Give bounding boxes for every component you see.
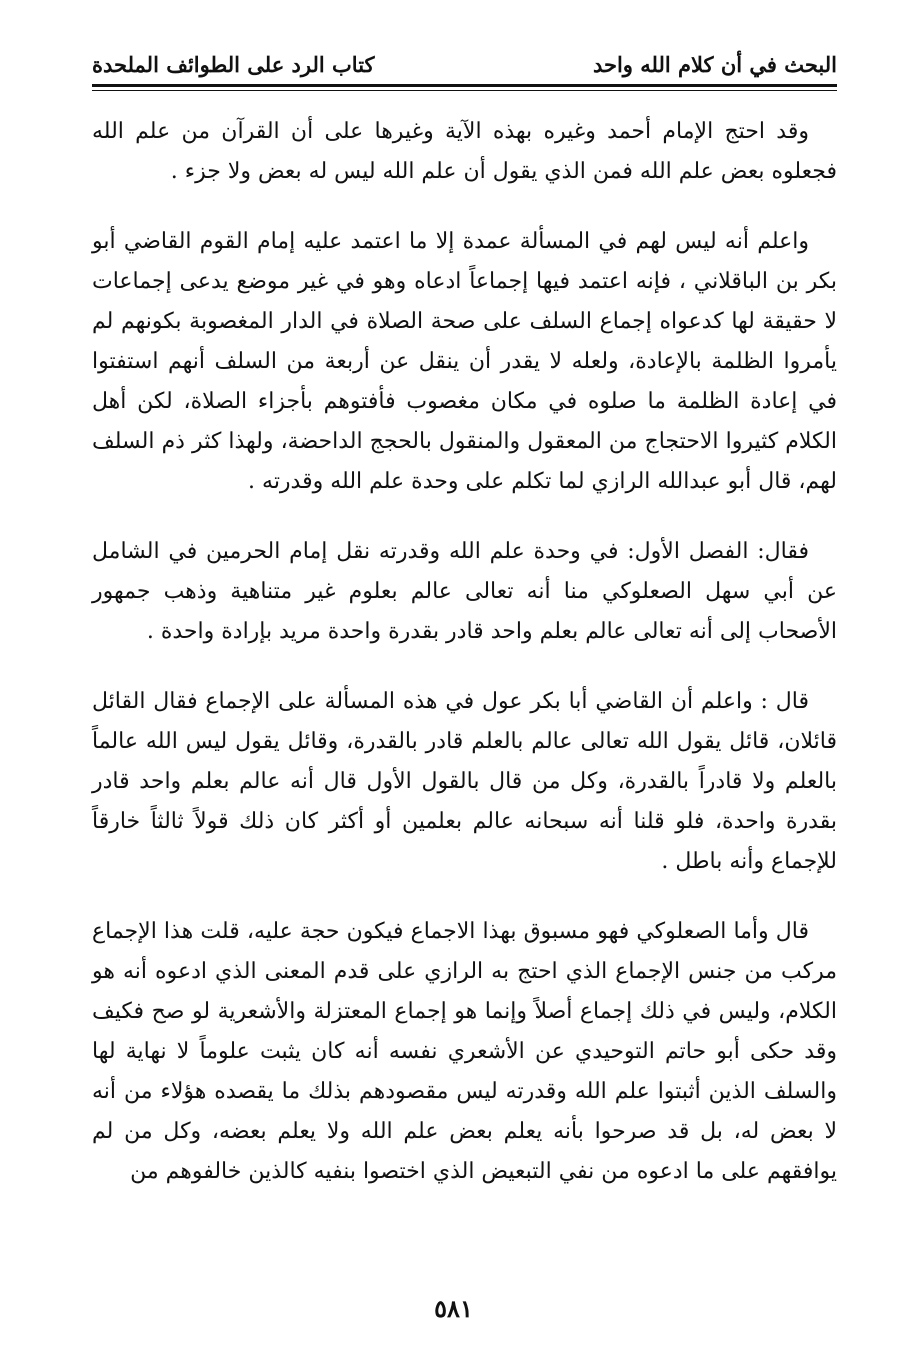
header-book-title: كتاب الرد على الطوائف الملحدة bbox=[92, 51, 375, 77]
paragraph: قال : واعلم أن القاضي أبا بكر عول في هذه المسألة على الإجماع فقال القائل قائلان، قائل يقول الله تعالى عالم بالعلم قادر بالقدرة، وقائل يقول ليس الله عالماً بالعلم ولا قادراً بالقدرة، وكل من قال بالقول الأول قال أنه عالم بعلم واحد قادر بقدرة واحدة، فلو قلنا أنه سبحانه عالم بعلمين أو أكثر كان ذلك قولاً ثالثاً خارقاً للإجماع وأنه باطل . bbox=[92, 689, 837, 874]
page-body bbox=[92, 112, 837, 1192]
page-header bbox=[92, 46, 837, 82]
header-rule-thin bbox=[92, 90, 837, 91]
paragraph: فقال: الفصل الأول: في وحدة علم الله وقدرته نقل إمام الحرمين في الشامل عن أبي سهل الصعلوكي منا أنه تعالى عالم بعلوم غير متناهية وذهب جمهور الأصحاب إلى أنه تعالى عالم بعلم واحد قادر بقدرة واحدة مريد بإرادة واحدة . bbox=[92, 539, 837, 644]
header-rule-thick bbox=[92, 84, 837, 87]
paragraph: قال وأما الصعلوكي فهو مسبوق بهذا الاجماع فيكون حجة عليه، قلت هذا الإجماع مركب من جنس الإجماع الذي احتج به الرازي على قدم المعنى الذي ادعوه أنه هو الكلام، وليس في ذلك إجماع أصلاً وإنما هو إجماع المعتزلة والأشعرية لو صح فكيف وقد حكى أبو حاتم التوحيدي عن الأشعري نفسه أنه كان يثبت علوماً لا نهاية لها والسلف الذين أثبتوا علم الله وقدرته ليس مقصودهم بذلك ما يقصده هؤلاء من أنه لا بعض له، بل قد صرحوا بأنه يعلم بعض علم الله ولا يعلم بعضه، وكل من لم يوافقهم على ما ادعوه من نفي التبعيض الذي اختصوا بنفيه كالذين خالفوهم من bbox=[92, 919, 837, 1184]
paragraph: واعلم أنه ليس لهم في المسألة عمدة إلا ما اعتمد عليه إمام القوم القاضي أبو بكر بن الباقلاني ، فإنه اعتمد فيها إجماعاً ادعاه وهو في غير موضع يدعى إجماعات لا حقيقة لها كدعواه إجماع السلف على صحة الصلاة في الدار المغصوبة بكونهم لم يأمروا الظلمة بالإعادة، ولعله لا يقدر أن ينقل عن أربعة من السلف أنهم استفتوا في إعادة الظلمة ما صلوه في مكان مغصوب فأفتوهم بأجزاء الصلاة، لكن أهل الكلام كثيروا الاحتجاج من المعقول والمنقول بالحجج الداحضة، ولهذا كثر ذم السلف لهم، قال أبو عبدالله الرازي لما تكلم على وحدة علم الله وقدرته . bbox=[92, 229, 837, 494]
page-number: ٥٨١ bbox=[434, 1294, 473, 1323]
paragraph: وقد احتج الإمام أحمد وغيره بهذه الآية وغيرها على أن القرآن من علم الله فجعلوه بعض علم الله فمن الذي يقول أن علم الله ليس له بعض ولا جزء . bbox=[92, 119, 837, 184]
header-chapter-title: البحث في أن كلام الله واحد bbox=[592, 51, 837, 77]
